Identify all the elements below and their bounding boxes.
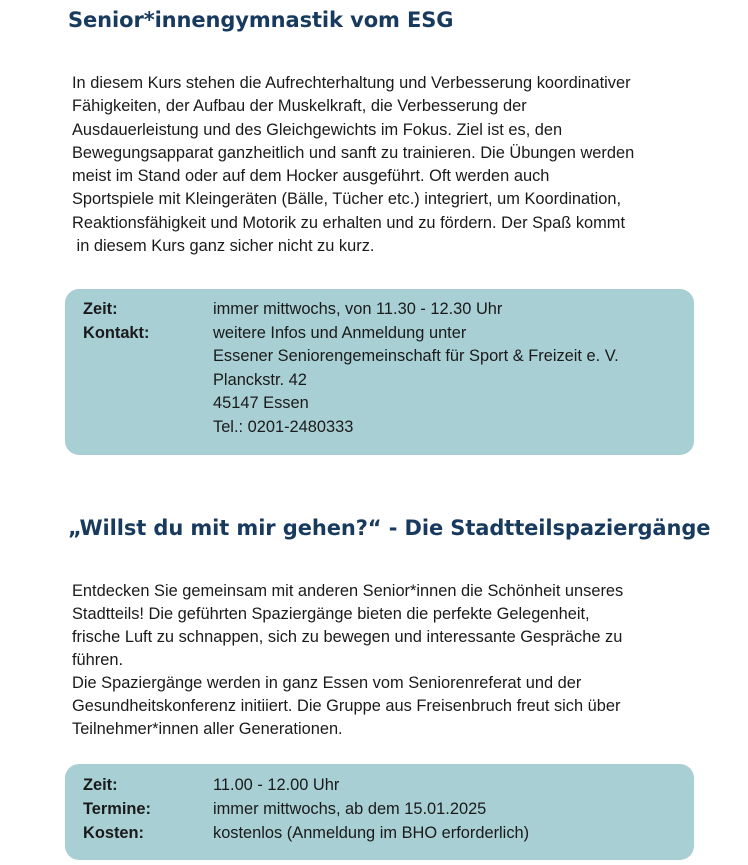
paragraph-line: frische Luft zu schnappen, sich zu bewegen und interessante Gespräche zu [72, 628, 623, 646]
paragraph-line: Bewegungsapparat ganzheitlich und sanft zu trainieren. Die Übungen werden [72, 143, 635, 162]
paragraph-line: In diesem Kurs stehen die Aufrechterhaltung und Verbesserung koordinativer [72, 74, 631, 92]
section-description-spaziergaenge [72, 580, 712, 741]
section-title-gymnastik: Senior*innengymnastik vom ESG [68, 8, 454, 32]
termine-label: Termine: [83, 800, 152, 818]
info-row-kontakt-phone [83, 416, 354, 439]
info-row-zeit [83, 298, 503, 321]
zeit-value: 11.00 - 12.00 Uhr [213, 776, 340, 794]
paragraph-line: Teilnehmer*innen aller Generationen. [72, 720, 343, 738]
paragraph-line: in diesem Kurs ganz sicher nicht zu kurz. [72, 237, 375, 256]
kontakt-value-line: 45147 Essen [213, 394, 309, 412]
kosten-value: kostenlos (Anmeldung im BHO erforderlich) [213, 824, 530, 842]
kontakt-value-line: weitere Infos und Anmeldung unter [213, 323, 467, 342]
paragraph-line: Ausdauerleistung und des Gleichgewichts im Fokus. Ziel ist es, den [72, 120, 563, 139]
info-box-spaziergaenge [65, 764, 694, 860]
kontakt-value-line: Tel.: 0201-2480333 [213, 417, 354, 436]
info-row-zeit [83, 774, 340, 797]
info-box-gymnastik [65, 289, 694, 455]
kontakt-value-line: Essener Seniorengemeinschaft für Sport & Freizeit e. V. [213, 347, 619, 365]
info-row-kontakt [83, 322, 467, 345]
paragraph-line: Reaktionsfähigkeit und Motorik zu erhalten und zu fördern. Der Spaß kommt [72, 213, 625, 232]
info-row-kontakt-org [83, 345, 619, 368]
termine-value: immer mittwochs, ab dem 15.01.2025 [213, 800, 487, 818]
paragraph-line: Entdecken Sie gemeinsam mit anderen Senior*innen die Schönheit unseres [72, 582, 624, 600]
kontakt-label: Kontakt: [83, 323, 150, 342]
paragraph-line: Sportspiele mit Kleingeräten (Bälle, Tücher etc.) integriert, um Koordination, [72, 190, 622, 209]
zeit-value: immer mittwochs, von 11.30 - 12.30 Uhr [213, 300, 503, 318]
section-title-spaziergaenge: „Willst du mit mir gehen?“ - Die Stadtteilspaziergänge [68, 516, 711, 540]
section-description-gymnastik [72, 72, 712, 258]
info-row-termine [83, 798, 487, 821]
paragraph-line: meist im Stand oder auf dem Hocker ausgeführt. Oft werden auch [72, 167, 550, 186]
kosten-label: Kosten: [83, 824, 145, 842]
info-row-kontakt-city [83, 392, 309, 415]
kontakt-value-line: Planckstr. 42 [213, 370, 307, 389]
paragraph-line: Die Spaziergänge werden in ganz Essen vom Seniorenreferat und der [72, 674, 582, 692]
paragraph-line: führen. [72, 651, 124, 669]
zeit-label: Zeit: [83, 300, 118, 318]
info-row-kontakt-street [83, 369, 307, 392]
paragraph-line: Stadtteils! Die geführten Spaziergänge bieten die perfekte Gelegenheit, [72, 605, 590, 623]
paragraph-line: Fähigkeiten, der Aufbau der Muskelkraft, die Verbesserung der [72, 97, 527, 116]
paragraph-line: Gesundheitskonferenz initiiert. Die Gruppe aus Freisenbruch freut sich über [72, 697, 621, 715]
info-row-kosten [83, 822, 530, 845]
zeit-label: Zeit: [83, 776, 118, 794]
